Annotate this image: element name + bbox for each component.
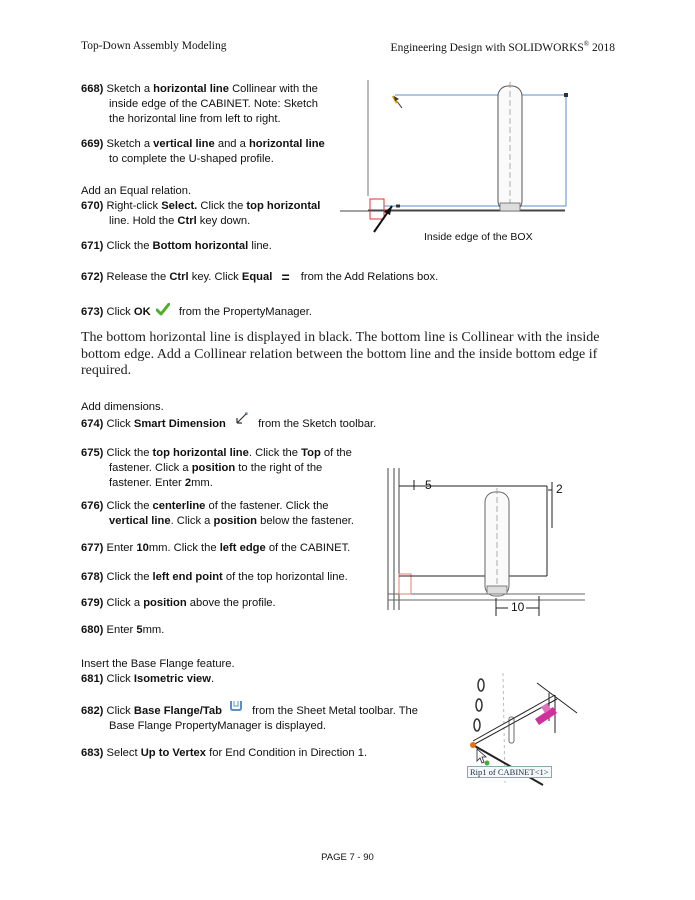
dimension-5: 5 — [425, 478, 432, 492]
step-678: 678) Click the left end point of the top horizontal line. — [81, 571, 348, 583]
step-669: 669) Sketch a vertical line and a horizontal line to complete the U-shaped profile. — [81, 138, 325, 165]
step-671: 671) Click the Bottom horizontal line. — [81, 240, 272, 252]
running-header-left: Top-Down Assembly Modeling — [81, 40, 227, 52]
running-header-right: Engineering Design with SOLIDWORKS® 2018 — [390, 40, 615, 54]
step-679: 679) Click a position above the profile. — [81, 597, 276, 609]
step-676: 676) Click the centerline of the fastener. Click the vertical line. Click a position below the fastener. — [81, 500, 355, 527]
step-673: 673) Click OK from the PropertyManager. — [81, 303, 312, 321]
equal-relation-intro: Add an Equal relation. — [81, 185, 192, 197]
dimension-10: 10 — [511, 600, 525, 614]
step-683: 683) Select Up to Vertex for End Condition in Direction 1. — [81, 747, 368, 759]
smart-dimension-icon — [235, 411, 249, 430]
fig1-callout-label: Inside edge of the BOX — [424, 231, 533, 243]
step-682: 682) Click Base Flange/Tab from the Sheet Metal toolbar. The Base Flange PropertyManager is displayed. — [81, 704, 418, 734]
figure-horizontal-line-sketch — [340, 78, 580, 243]
step-668: 668) Sketch a horizontal line Collinear with the inside edge of the CABINET. Note: Sketch the horizontal line from left to right. — [81, 83, 318, 125]
dimensions-intro: Add dimensions. — [81, 401, 164, 413]
figure-isometric — [465, 673, 585, 788]
equal-icon: = — [281, 269, 290, 286]
dimension-2: 2 — [556, 482, 563, 496]
checkmark-icon — [156, 303, 170, 321]
page-footer: PAGE 7 - 90 — [321, 852, 374, 863]
step-670: 670) Right-click Select. Click the top horizontal line. Hold the Ctrl key down. — [81, 200, 321, 227]
step-674: 674) Click Smart Dimension from the Sketch toolbar. — [81, 417, 376, 432]
step-672: 672) Release the Ctrl key. Click Equal = from the Add Relations box. — [81, 269, 439, 286]
base-flange-icon — [229, 698, 243, 717]
explanation-paragraph: The bottom horizontal line is displayed in black. The bottom line is Collinear with the inside bottom edge. Add a Collinear relation between the bottom line and the inside bottom edge if required. — [81, 330, 600, 378]
step-677: 677) Enter 10mm. Click the left edge of the CABINET. — [81, 542, 351, 554]
step-675: 675) Click the top horizontal line. Click the Top of the fastener. Click a position to the right of the fastener. Enter 2mm. — [81, 447, 352, 489]
step-680: 680) Enter 5mm. — [81, 624, 165, 636]
step-681: 681) Click Isometric view. — [81, 673, 215, 685]
rip-tooltip: Rip1 of CABINET<1> — [467, 766, 552, 778]
figure-dimensions — [380, 468, 585, 623]
base-flange-intro: Insert the Base Flange feature. — [81, 658, 235, 670]
